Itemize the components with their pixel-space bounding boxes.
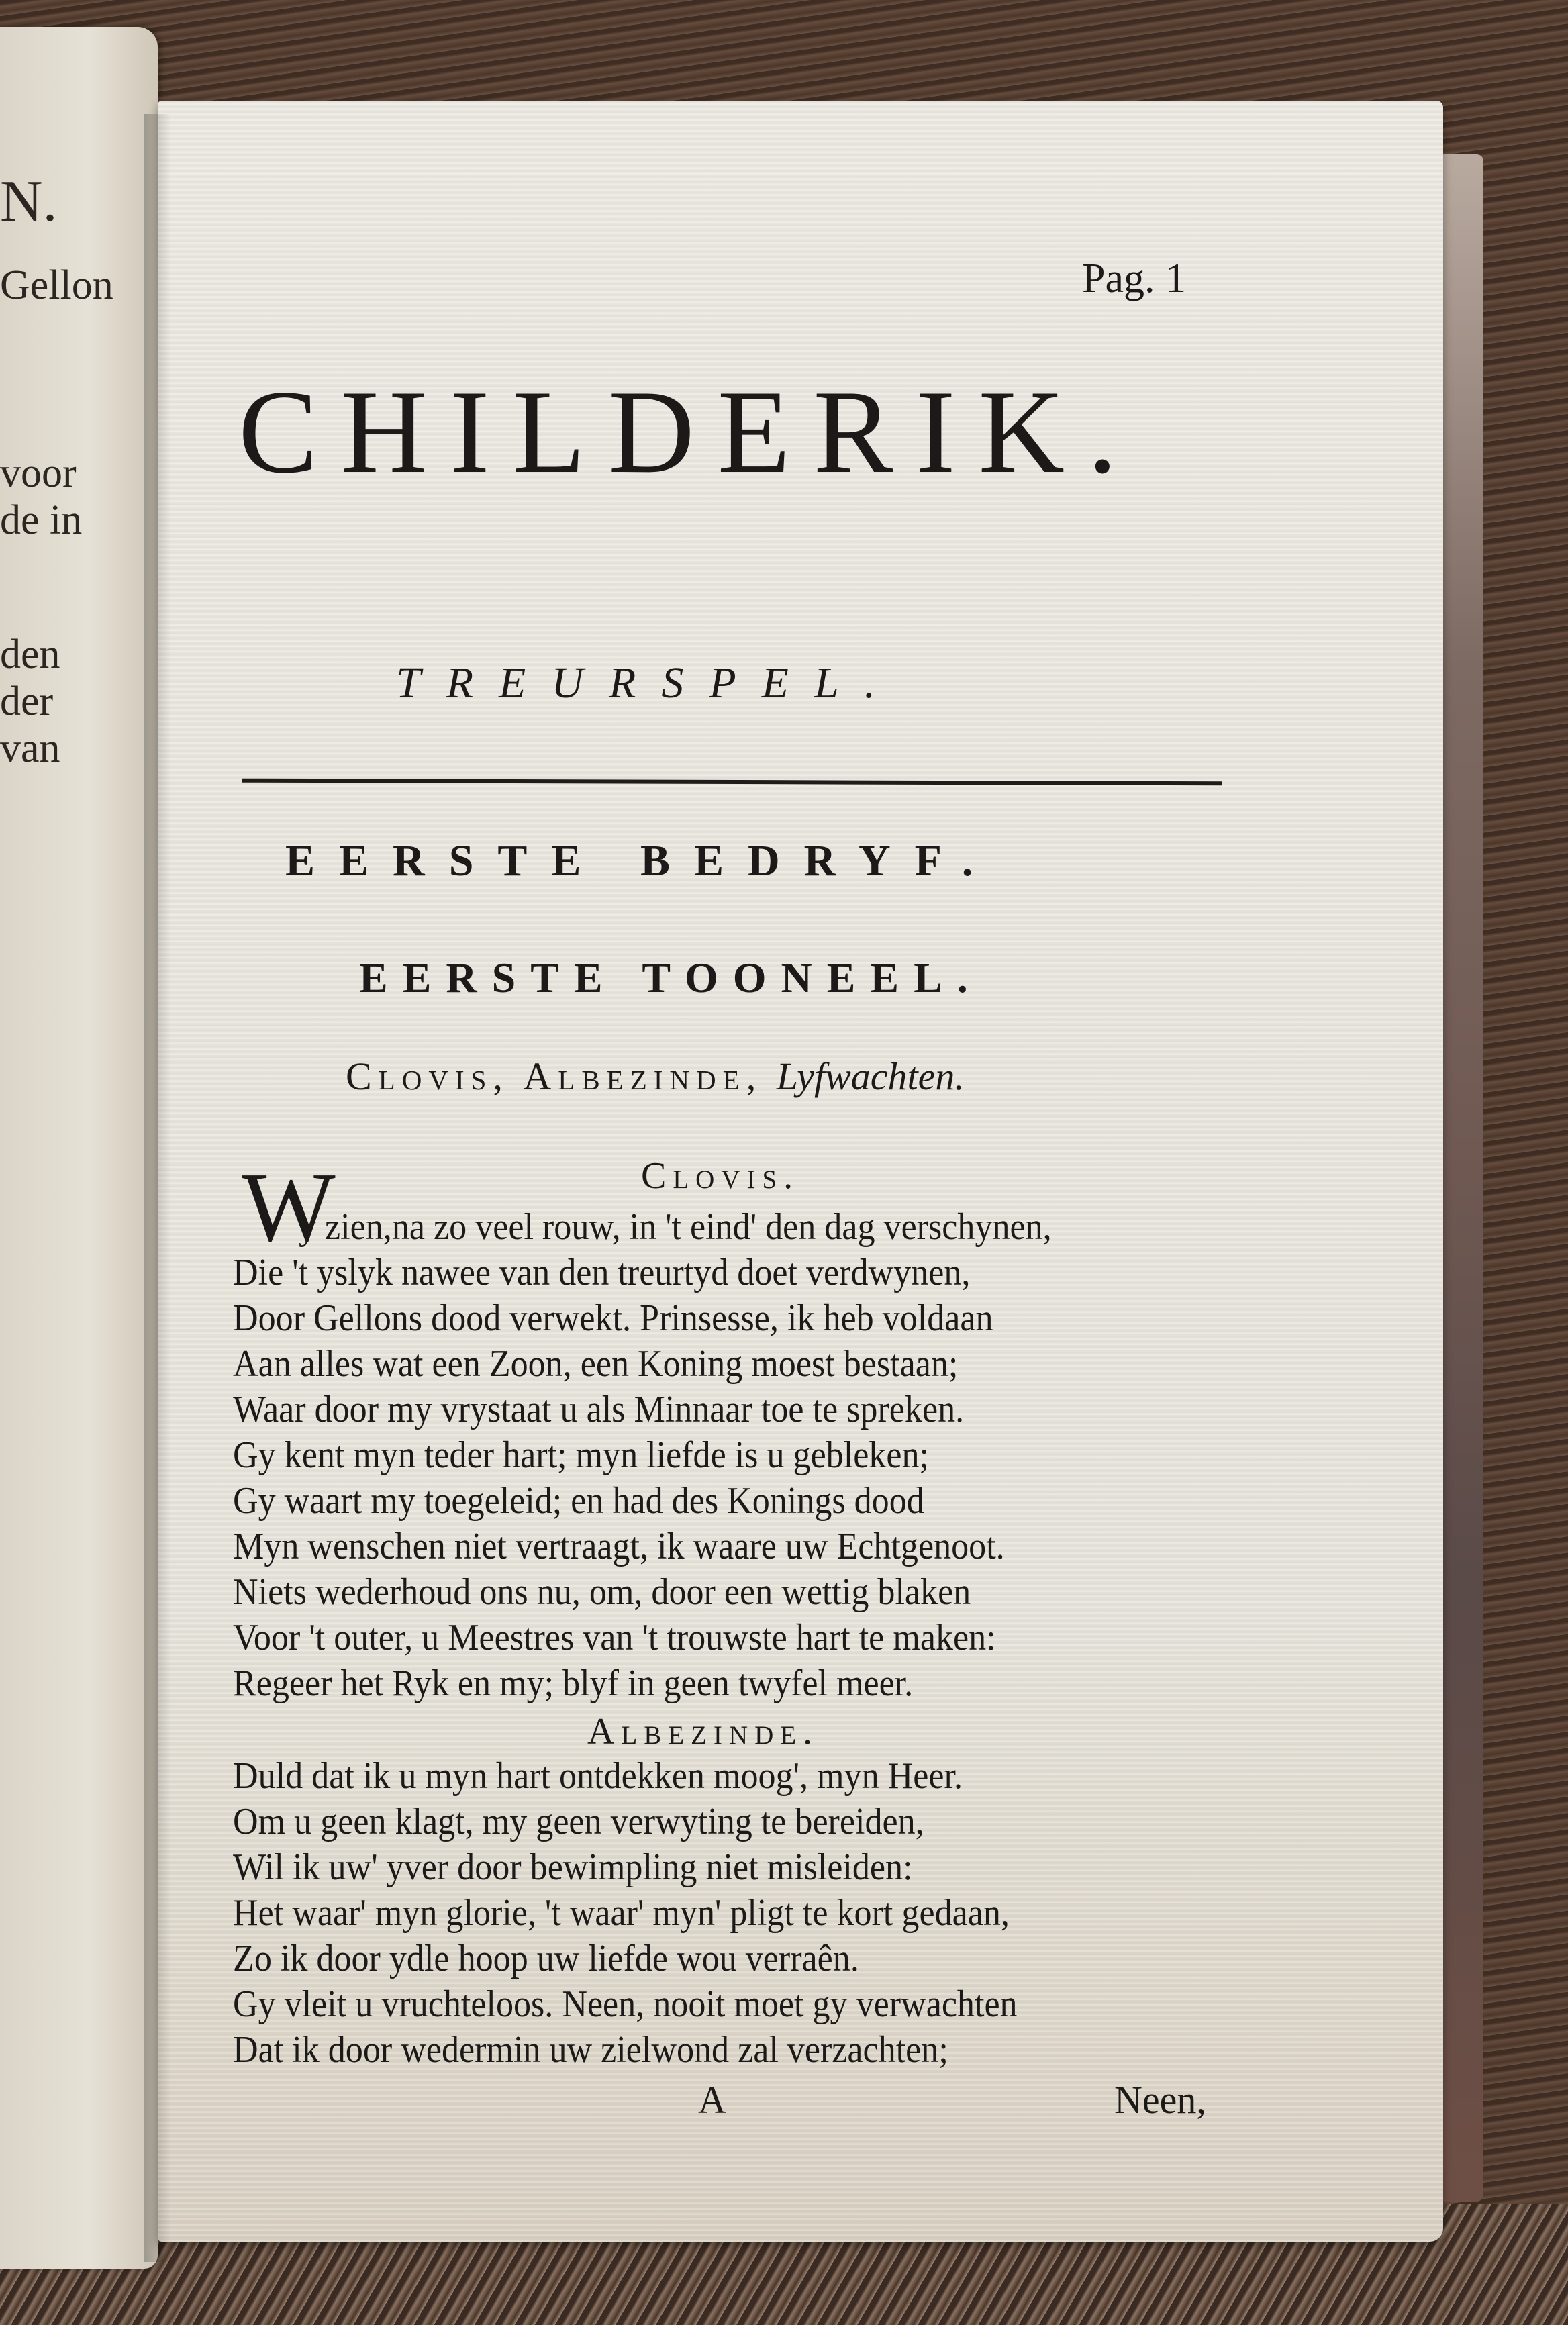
title-divider-rule — [242, 779, 1222, 786]
drop-cap-initial: W — [242, 1152, 336, 1263]
verse-line: Niets wederhoud ons nu, om, door een wettig blaken — [233, 1571, 971, 1613]
previous-page-text-fragment: de in — [0, 497, 83, 543]
verse-line: Zo ik door ydle hoop uw liefde wou verraên. — [233, 1938, 859, 1979]
verse-line: Dat ik door wedermin uw zielwond zal verzachten; — [233, 2029, 948, 2071]
speaker-name: Clovis. — [641, 1155, 800, 1197]
previous-page-text-fragment: N. — [0, 169, 58, 234]
previous-page-edge — [0, 27, 158, 2269]
scene-heading: EERSTE TOONEEL. — [359, 954, 983, 1001]
verse-line: Aan alles wat een Zoon, een Koning moest bestaan; — [233, 1343, 959, 1385]
verse-line: Regeer het Ryk en my; blyf in geen twyfel meer. — [233, 1663, 914, 1704]
verse-line: Waar door my vrystaat u als Minnaar toe te spreken. — [233, 1389, 965, 1430]
cast-member: Albezinde, — [523, 1054, 763, 1098]
verse-line: Om u geen klagt, my geen verwyting te bereiden, — [233, 1801, 924, 1842]
previous-page-text-fragment: voor — [0, 450, 77, 496]
page-number: Pag. 1 — [1082, 256, 1186, 301]
verse-line: Het waar' myn glorie, 't waar' myn' pligt te kort gedaan, — [233, 1892, 1010, 1934]
verse-line: Wil ik uw' yver door bewimpling niet misleiden: — [233, 1846, 913, 1888]
previous-page-text-fragment: van — [0, 726, 60, 771]
spine-shadow — [144, 114, 171, 2262]
verse-line: Duld dat ik u myn hart ontdekken moog', myn Heer. — [233, 1755, 963, 1797]
verse-line: Door Gellons dood verwekt. Prinsesse, ik heb voldaan — [233, 1297, 993, 1339]
verse-line: Gy vleit u vruchteloos. Neen, nooit moet gy verwachten — [233, 1983, 1018, 2025]
verse-line: y zien,na zo veel rouw, in 't eind' den dag verschynen, — [299, 1206, 1052, 1248]
verse-line: Gy kent myn teder hart; myn liefde is u gebleken; — [233, 1434, 929, 1476]
previous-page-text-fragment: den — [0, 632, 60, 677]
previous-page-text-fragment: Gellon — [0, 262, 113, 308]
verse-line: Myn wenschen niet vertraagt, ik waare uw Echtgenoot. — [233, 1526, 1005, 1567]
act-heading: EERSTE BEDRYF. — [285, 836, 997, 885]
verse-line: Die 't yslyk nawee van den treurtyd doet verdwynen, — [233, 1252, 971, 1293]
signature-mark: A — [698, 2078, 726, 2122]
cast-extras: Lyfwachten. — [776, 1054, 965, 1098]
book-page — [158, 101, 1443, 2242]
previous-page-text-fragment: der — [0, 679, 54, 724]
cast-member: Clovis, — [346, 1054, 509, 1098]
cast-list — [346, 1054, 965, 1099]
speaker-name: Albezinde. — [587, 1711, 820, 1752]
catchword: Neen, — [1114, 2078, 1206, 2122]
verse-line: Gy waart my toegeleid; en had des Konings dood — [233, 1480, 924, 1522]
play-title: CHILDERIK. — [238, 365, 1140, 498]
verse-line: Voor 't outer, u Meestres van 't trouwste hart te maken: — [233, 1617, 996, 1659]
play-genre-subtitle: TREURSPEL. — [396, 658, 901, 707]
